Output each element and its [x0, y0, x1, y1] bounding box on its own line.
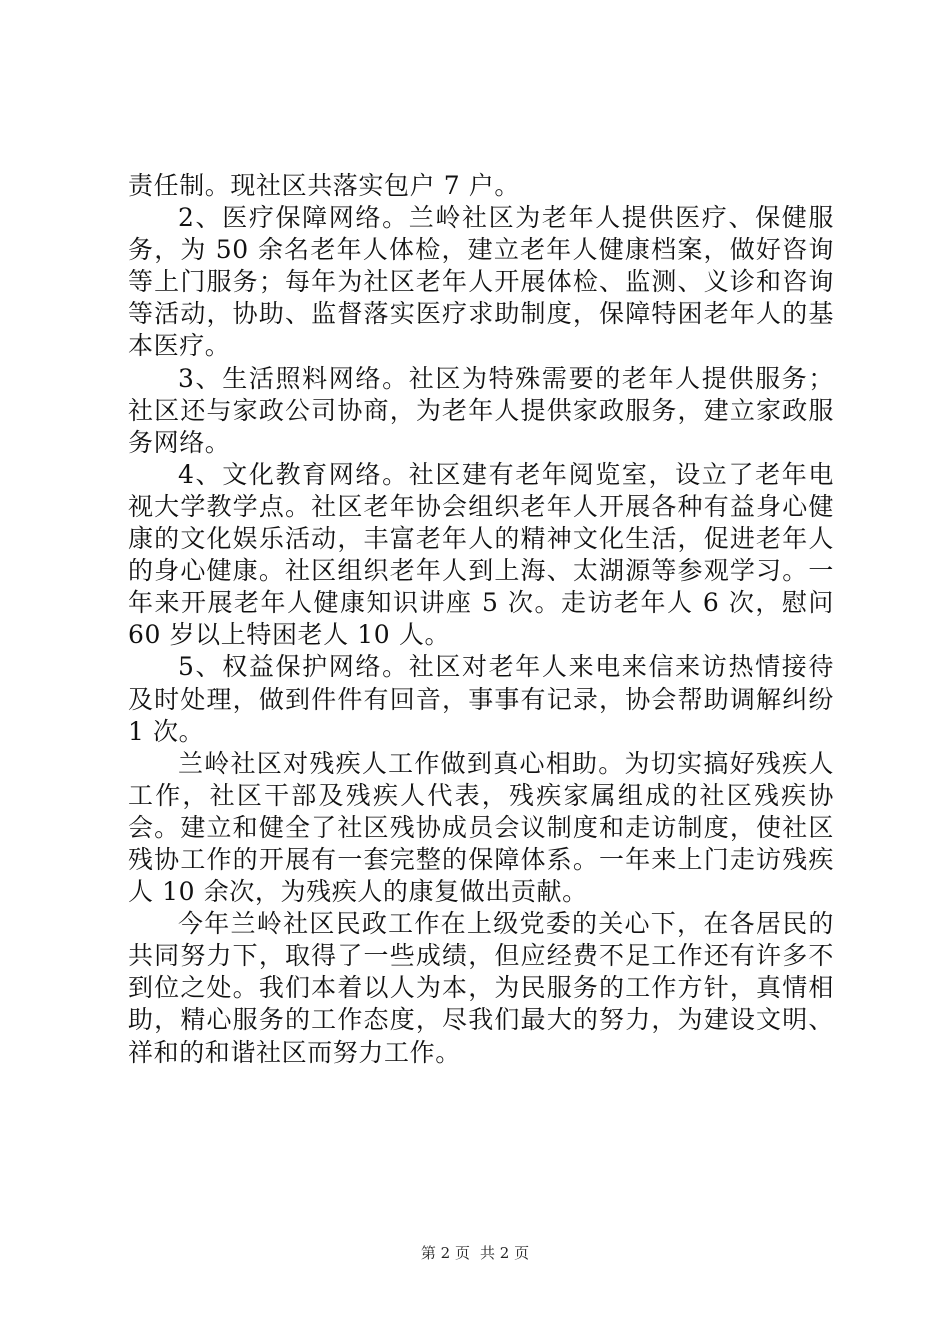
paragraph-culture-education-network: 4、文化教育网络。社区建有老年阅览室，设立了老年电视大学教学点。社区老年协会组织老年人开展各种有益身心健康的文化娱乐活动，丰富老年人的精神文化生活，促进老年人的身心健康。社区组织老年人到上海、太湖源等参观学习。一年来开展老年人健康知识讲座 5 次。走访老年人 6 次，慰问 60 岁以上特困老人 10 人。: [128, 459, 834, 650]
paragraph-living-care-network: 3、生活照料网络。社区为特殊需要的老年人提供服务；社区还与家政公司协商，为老年人提供家政服务，建立家政服务网络。: [128, 363, 834, 457]
paragraph-medical-network: 2、医疗保障网络。兰岭社区为老年人提供医疗、保健服务，为 50 余名老年人体检，建立老年人健康档案，做好咨询等上门服务；每年为社区老年人开展体检、监测、义诊和咨询等活动，协助、监督落实医疗求助制度，保障特困老年人的基本医疗。: [128, 203, 834, 361]
page-number: 第 2 页: [420, 1244, 470, 1262]
paragraph-disabled-assistance: 兰岭社区对残疾人工作做到真心相助。为切实搞好残疾人工作，社区干部及残疾人代表，残疾家属组成的社区残疾协会。建立和健全了社区残协成员会议制度和走访制度，使社区残协工作的开展有一套完整的保障体系。一年来上门走访残疾人 10 余次，为残疾人的康复做出贡献。: [128, 748, 834, 907]
document-body: [128, 170, 834, 1069]
paragraph-rights-protection-network: 5、权益保护网络。社区对老年人来电来信来访热情接待及时处理，做到件件有回音，事事有记录，协会帮助调解纠纷 1 次。: [128, 652, 834, 746]
paragraph-continuation: 责任制。现社区共落实包户 7 户。: [128, 171, 521, 200]
page-total: 共 2 页: [480, 1244, 530, 1262]
paragraph-conclusion: 今年兰岭社区民政工作在上级党委的关心下，在各居民的共同努力下，取得了一些成绩，但应经费不足工作还有许多不到位之处。我们本着以人为本，为民服务的工作方针，真情相助，精心服务的工作态度，尽我们最大的努力，为建设文明、祥和的和谐社区而努力工作。: [128, 909, 834, 1067]
page-footer: [0, 1243, 950, 1263]
